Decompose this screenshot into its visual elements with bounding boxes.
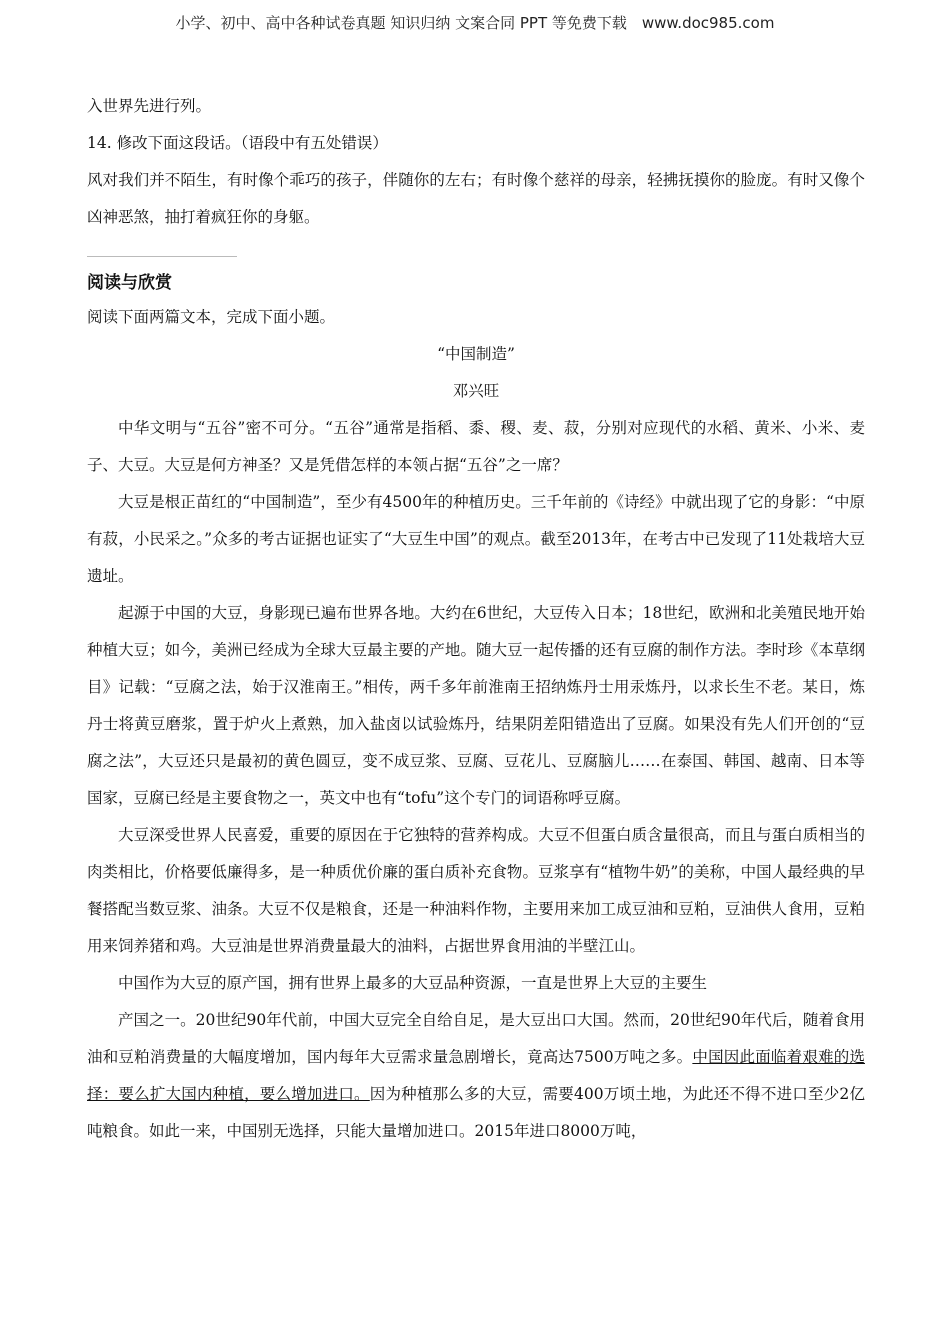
section-title: 阅读与欣赏 [87,273,172,293]
reading-instruction: 阅读下面两篇文本，完成下面小题。 [87,308,336,326]
article-author: 邓兴旺 [452,382,500,400]
article-paragraph-2: 大豆是根正苗红的“中国制造”，至少有4500年的种植历史。三千年前的《诗经》中就出现了它的身影：“中原有菽，小民采之。”众多的考古证据也证实了“大豆生中国”的观点。截至2013年，在考古中已发现了11处栽培大豆遗址。 [87,493,865,585]
page-header: 小学、初中、高中各种试卷真题 知识归纳 文案合同 PPT 等免费下载 www.doc985.com [175,14,775,32]
article-paragraph-4: 大豆深受世界人民喜爱，重要的原因在于它独特的营养构成。大豆不但蛋白质含量很高，而且与蛋白质相当的肉类相比，价格要低廉得多，是一种质优价廉的蛋白质补充食物。豆浆享有“植物牛奶”的美称，中国人最经典的早餐搭配当数豆浆、油条。大豆不仅是粮食，还是一种油料作物，主要用来加工成豆油和豆粕，豆油供人食用，豆粕用来饲养猪和鸡。大豆油是世界消费量最大的油料，占据世界食用油的半壁江山。 [87,826,865,955]
paragraph-6-start: 产国之一。20世纪90年代前，中国大豆完全自给自足，是大豆出口大国。然而，20世纪90年代后，随着食用油和豆粕消费量的大幅度增加，国内每年大豆需求量急剧增长，竟高达7500万吨之多。 [87,1011,865,1066]
article-paragraph-6 [87,1002,865,1150]
article-paragraph-1: 中华文明与“五谷”密不可分。“五谷”通常是指稻、黍、稷、麦、菽，分别对应现代的水稻、黄米、小米、麦子、大豆。大豆是何方神圣？又是凭借怎样的本领占据“五谷”之一席？ [87,419,865,474]
section-divider [87,256,237,257]
paragraph-6-end: 因为种植那么多的大豆，需要400万顷土地，为此还不得不进口至少2亿吨粮食。如此一来，中国别无选择，只能大量增加进口。2015年进口8000万吨， [87,1085,865,1140]
error-passage: 风对我们并不陌生，有时像个乖巧的孩子，伴随你的左右；有时像个慈祥的母亲，轻拂抚摸你的脸庞。有时又像个凶神恶煞，抽打着疯狂你的身躯。 [87,171,865,226]
question-14: 14. 修改下面这段话。（语段中有五处错误） [87,134,388,152]
article-paragraph-3: 起源于中国的大豆，身影现已遍布世界各地。大约在6世纪，大豆传入日本；18世纪，欧洲和北美殖民地开始种植大豆；如今，美洲已经成为全球大豆最主要的产地。随大豆一起传播的还有豆腐的制作方法。李时珍《本草纲目》记载：“豆腐之法，始于汉淮南王。”相传，两千多年前淮南王招纳炼丹士用汞炼丹，以求长生不老。某日，炼丹士将黄豆磨浆，置于炉火上煮熟，加入盐卤以试验炼丹，结果阴差阳错造出了豆腐。如果没有先人们开创的“豆腐之法”，大豆还只是最初的黄色圆豆，变不成豆浆、豆腐、豆花儿、豆腐脑儿……在泰国、韩国、越南、日本等国家，豆腐已经是主要食物之一，英文中也有“tofu”这个专门的词语称呼豆腐。 [87,604,865,807]
continuation-line: 入世界先进行列。 [87,97,212,115]
underlined-sentence: 中国因此面临着艰难的选择：要么扩大国内种植，要么增加进口。 [87,1048,865,1103]
document-body [87,88,865,1150]
article-title: “中国制造” [437,345,515,363]
article-paragraph-5: 中国作为大豆的原产国，拥有世界上最多的大豆品种资源，一直是世界上大豆的主要生 [118,974,708,992]
